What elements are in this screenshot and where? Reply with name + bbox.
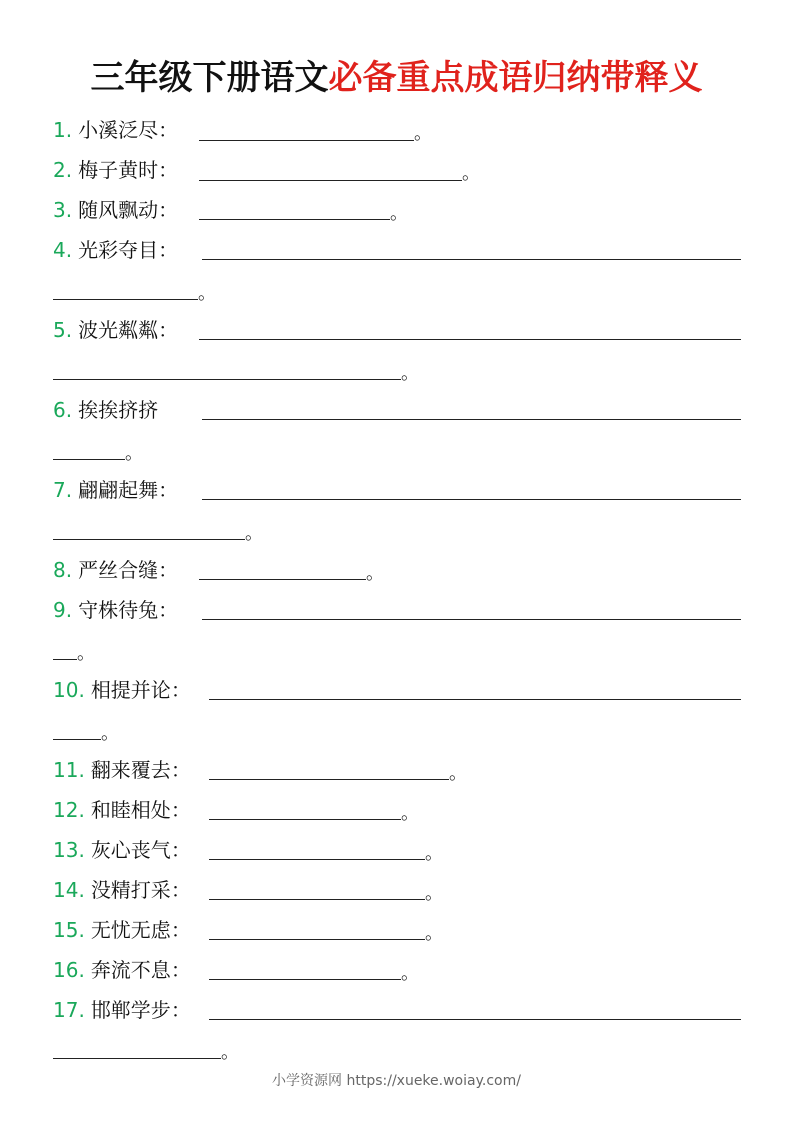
period: 。 bbox=[390, 203, 408, 224]
list-item-3: 3. 随风飘动： bbox=[53, 198, 179, 222]
period: 。 bbox=[425, 883, 443, 904]
answer-blank[interactable] bbox=[209, 979, 401, 980]
item-term: 和睦相处 bbox=[90, 798, 171, 822]
period: 。 bbox=[366, 563, 384, 584]
item-term: 相提并论 bbox=[90, 678, 171, 702]
item-term: 光彩夺目 bbox=[78, 238, 159, 262]
item-number: 11. bbox=[53, 758, 85, 782]
answer-blank[interactable] bbox=[209, 1019, 741, 1020]
answer-blank[interactable] bbox=[199, 579, 366, 580]
answer-blank[interactable] bbox=[202, 419, 741, 420]
item-term: 没精打采 bbox=[90, 878, 171, 902]
answer-blank[interactable] bbox=[209, 899, 425, 900]
answer-blank[interactable] bbox=[199, 219, 390, 220]
list-item-14: 14. 没精打采： bbox=[53, 878, 191, 902]
answer-blank[interactable] bbox=[202, 259, 741, 260]
item-number: 7. bbox=[53, 478, 73, 502]
list-item-11: 11. 翻来覆去： bbox=[53, 758, 191, 782]
answer-blank[interactable] bbox=[202, 619, 741, 620]
period: 。 bbox=[245, 523, 263, 544]
item-number: 10. bbox=[53, 678, 85, 702]
answer-blank-continued[interactable] bbox=[53, 739, 101, 740]
list-item-7: 7. 翩翩起舞： bbox=[53, 478, 179, 502]
item-number: 15. bbox=[53, 918, 85, 942]
list-item-6 bbox=[53, 397, 158, 423]
item-number: 12. bbox=[53, 798, 85, 822]
item-term: 严丝合缝 bbox=[78, 558, 159, 582]
item-number: 6. bbox=[53, 398, 73, 422]
item-term: 守株待兔 bbox=[78, 598, 159, 622]
answer-blank[interactable] bbox=[199, 339, 741, 340]
period: 。 bbox=[401, 363, 419, 384]
item-term: 随风飘动 bbox=[78, 198, 159, 222]
item-term: 无忧无虑 bbox=[90, 918, 171, 942]
item-number: 17. bbox=[53, 998, 85, 1022]
item-number: 16. bbox=[53, 958, 85, 982]
period: 。 bbox=[414, 123, 432, 144]
title-black-part: 三年级下册语文 bbox=[90, 58, 329, 98]
answer-blank-continued[interactable] bbox=[53, 459, 125, 460]
answer-blank[interactable] bbox=[209, 859, 425, 860]
period: 。 bbox=[198, 283, 216, 304]
item-term: 翩翩起舞 bbox=[78, 478, 159, 502]
answer-blank[interactable] bbox=[209, 819, 401, 820]
title-red-part: 必备重点成语归纳带释义 bbox=[328, 58, 703, 98]
item-number: 8. bbox=[53, 558, 73, 582]
list-item-1: 1. 小溪泛尽： bbox=[53, 118, 179, 142]
answer-blank-continued[interactable] bbox=[53, 1058, 221, 1059]
item-term: 梅子黄时 bbox=[78, 158, 159, 182]
period: 。 bbox=[101, 723, 119, 744]
list-item-16: 16. 奔流不息： bbox=[53, 958, 191, 982]
page-title bbox=[0, 56, 793, 100]
list-item-2: 2. 梅子黄时： bbox=[53, 158, 179, 182]
list-item-9: 9. 守株待兔： bbox=[53, 598, 179, 622]
item-term: 挨挨挤挤 bbox=[78, 398, 159, 422]
period: 。 bbox=[425, 923, 443, 944]
list-item-10: 10. 相提并论： bbox=[53, 678, 191, 702]
item-term: 小溪泛尽 bbox=[78, 118, 159, 142]
item-number: 14. bbox=[53, 878, 85, 902]
item-number: 3. bbox=[53, 198, 73, 222]
answer-blank[interactable] bbox=[209, 779, 449, 780]
period: 。 bbox=[401, 963, 419, 984]
item-number: 9. bbox=[53, 598, 73, 622]
footer-source: 小学资源网 https://xueke.woiay.com/ bbox=[272, 1073, 521, 1089]
list-item-13: 13. 灰心丧气： bbox=[53, 838, 191, 862]
period: 。 bbox=[77, 643, 95, 664]
list-item-15: 15. 无忧无虑： bbox=[53, 918, 191, 942]
answer-blank-continued[interactable] bbox=[53, 659, 77, 660]
item-term: 波光粼粼 bbox=[78, 318, 159, 342]
answer-blank[interactable] bbox=[209, 939, 425, 940]
period: 。 bbox=[125, 443, 143, 464]
answer-blank[interactable] bbox=[199, 180, 462, 181]
list-item-8: 8. 严丝合缝： bbox=[53, 558, 179, 582]
period: 。 bbox=[221, 1042, 239, 1063]
item-number: 1. bbox=[53, 118, 73, 142]
answer-blank[interactable] bbox=[202, 499, 741, 500]
list-item-4: 4. 光彩夺目： bbox=[53, 238, 179, 262]
period: 。 bbox=[449, 763, 467, 784]
period: 。 bbox=[425, 843, 443, 864]
answer-blank[interactable] bbox=[199, 140, 414, 141]
answer-blank[interactable] bbox=[209, 699, 741, 700]
item-term: 邯郸学步 bbox=[90, 998, 171, 1022]
item-term: 翻来覆去 bbox=[90, 758, 171, 782]
item-number: 4. bbox=[53, 238, 73, 262]
period: 。 bbox=[462, 163, 480, 184]
answer-blank-continued[interactable] bbox=[53, 539, 245, 540]
list-item-12: 12. 和睦相处： bbox=[53, 798, 191, 822]
list-item-17: 17. 邯郸学步： bbox=[53, 998, 191, 1022]
item-number: 13. bbox=[53, 838, 85, 862]
item-term: 灰心丧气 bbox=[90, 838, 171, 862]
item-term: 奔流不息 bbox=[90, 958, 171, 982]
item-number: 5. bbox=[53, 318, 73, 342]
list-item-5: 5. 波光粼粼： bbox=[53, 318, 179, 342]
answer-blank-continued[interactable] bbox=[53, 299, 198, 300]
period: 。 bbox=[401, 803, 419, 824]
answer-blank-continued[interactable] bbox=[53, 379, 401, 380]
item-number: 2. bbox=[53, 158, 73, 182]
